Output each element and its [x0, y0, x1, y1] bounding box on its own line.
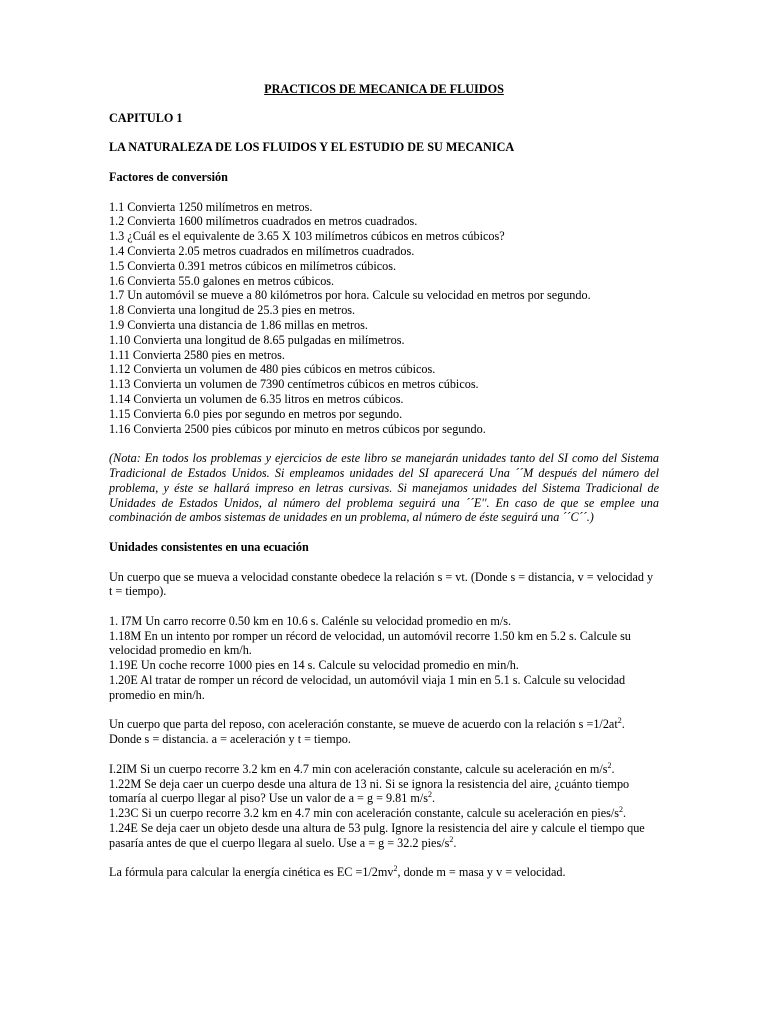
problem-text: 1.22M Se deja caer un cuerpo desde una altura de 13 ni. Si se ignora la resistencia del aire, ¿cuánto tiempo tomaría al cuerpo llegar al piso? Use un valor de a = g = 9.81 m/s: [109, 776, 630, 806]
list-item: 1.20E Al tratar de romper un récord de velocidad, un automóvil viaja 1 min en 5.1 s. Calcule su velocidad promedio en min/h.: [109, 673, 626, 702]
problem-tail: .: [623, 806, 627, 821]
velocity-intro: Un cuerpo que se mueva a velocidad constante obedece la relación s = vt. (Donde s = distancia, v = velocidad y t = tiempo).: [109, 569, 654, 599]
list-item: 1.16 Convierta 2500 pies cúbicos por minuto en metros cúbicos por segundo.: [109, 421, 486, 436]
list-item: 1.8 Convierta una longitud de 25.3 pies en metros.: [109, 303, 356, 318]
list-item: 1.1 Convierta 1250 milímetros en metros.: [109, 199, 313, 214]
list-item: 1. I7M Un carro recorre 0.50 km en 10.6 s. Calénle su velocidad promedio en m/s.: [109, 613, 512, 628]
list-item: 1.9 Convierta una distancia de 1.86 millas en metros.: [109, 317, 368, 332]
acceleration-intro: [109, 717, 659, 747]
list-item: 1.5 Convierta 0.391 metros cúbicos en milímetros cúbicos.: [109, 258, 397, 273]
chapter-number: CAPITULO 1: [109, 110, 183, 125]
list-item: 1.18M En un intento por romper un récord de velocidad, un automóvil recorre 1.50 km en 5.2 s. Calcule su velocidad promedio en km/h.: [109, 628, 631, 658]
list-item: 1.11 Convierta 2580 pies en metros.: [109, 347, 285, 362]
list-item: 1.12 Convierta un volumen de 480 pies cúbicos en metros cúbicos.: [109, 362, 436, 377]
list-item: 1.7 Un automóvil se mueve a 80 kilómetros por hora. Calcule su velocidad en metros por segundo.: [109, 288, 591, 303]
conversion-problem-list: [109, 200, 659, 437]
acceleration-intro-text: Un cuerpo que parta del reposo, con aceleración constante, se mueve de acuerdo con la relación s =1/2at: [109, 717, 618, 732]
units-note: (Nota: En todos los problemas y ejercicios de este libro se manejarán unidades tanto del SI como del Sistema Tradicional de Estados Unidos. Si empleamos unidades del SI aparecerá Una ´´M después del número del problema, y éste se hallará impreso en letras cursivas. Si manejamos unidades del Sistema Tradicional de Unidades de Estados Unidos, al número del problema seguirá una ´´E''. En caso de que se emplee una combinación de ambos sistemas de unidades en un problema, al número de éste seguirá una ´´C´´.): [109, 451, 659, 525]
problem-tail: .: [453, 835, 457, 850]
problem-text: 1.24E Se deja caer un objeto desde una altura de 53 pulg. Ignore la resistencia del aire y calcule el tiempo que pasaría antes de que el cuerpo llegara al suelo. Use a = g = 32.2 pies/s: [109, 821, 645, 850]
exponent: 2: [617, 716, 622, 726]
list-item: 1.4 Convierta 2.05 metros cuadrados en milímetros cuadrados.: [109, 243, 415, 258]
acceleration-problem-list: [109, 762, 659, 851]
list-item: 1.19E Un coche recorre 1000 pies en 14 s. Calcule su velocidad promedio en min/h.: [109, 658, 519, 673]
problem-text: I.2IM Si un cuerpo recorre 3.2 km en 4.7 min con aceleración constante, calcule su aceleración en m/s: [109, 761, 608, 776]
section-heading-consistent-units: Unidades consistentes en una ecuación: [109, 539, 309, 554]
exponent: 2: [619, 805, 623, 815]
acceleration-intro-tail: . Donde s = distancia. a = aceleración y t = tiempo.: [109, 717, 625, 747]
list-item: 1.3 ¿Cuál es el equivalente de 3.65 X 103 milímetros cúbicos en metros cúbicos?: [109, 229, 505, 244]
list-item: [109, 777, 659, 807]
kinetic-energy-formula: [109, 865, 659, 880]
exponent: 2: [607, 760, 612, 770]
problem-text: 1.23C Si un cuerpo recorre 3.2 km en 4.7 min con aceleración constante, calcule su aceleración en pies/s: [109, 806, 619, 821]
list-item: [109, 821, 659, 851]
list-item: 1.2 Convierta 1600 milímetros cuadrados en metros cuadrados.: [109, 214, 418, 229]
list-item: 1.13 Convierta un volumen de 7390 centímetros cúbicos en metros cúbicos.: [109, 377, 479, 392]
energy-tail: , donde m = masa y v = velocidad.: [397, 865, 566, 880]
list-item: [109, 806, 659, 821]
exponent: 2: [428, 790, 433, 800]
list-item: 1.6 Convierta 55.0 galones en metros cúbicos.: [109, 273, 335, 288]
exponent: 2: [393, 864, 398, 874]
velocity-problem-list: [109, 614, 659, 703]
list-item: [109, 762, 659, 777]
document-page: [109, 82, 659, 895]
document-title: PRACTICOS DE MECANICA DE FLUIDOS: [264, 82, 504, 96]
list-item: 1.15 Convierta 6.0 pies por segundo en metros por segundo.: [109, 406, 403, 421]
section-heading-conversion: Factores de conversión: [109, 169, 228, 184]
problem-tail: .: [432, 791, 436, 806]
list-item: 1.14 Convierta un volumen de 6.35 litros en metros cúbicos.: [109, 391, 404, 406]
list-item: 1.10 Convierta una longitud de 8.65 pulgadas en milímetros.: [109, 332, 405, 347]
energy-text: La fórmula para calcular la energía cinética es EC =1/2mv: [109, 865, 394, 880]
exponent: 2: [449, 834, 454, 844]
problem-tail: .: [611, 761, 615, 776]
chapter-title: LA NATURALEZA DE LOS FLUIDOS Y EL ESTUDIO DE SU MECANICA: [109, 140, 515, 155]
